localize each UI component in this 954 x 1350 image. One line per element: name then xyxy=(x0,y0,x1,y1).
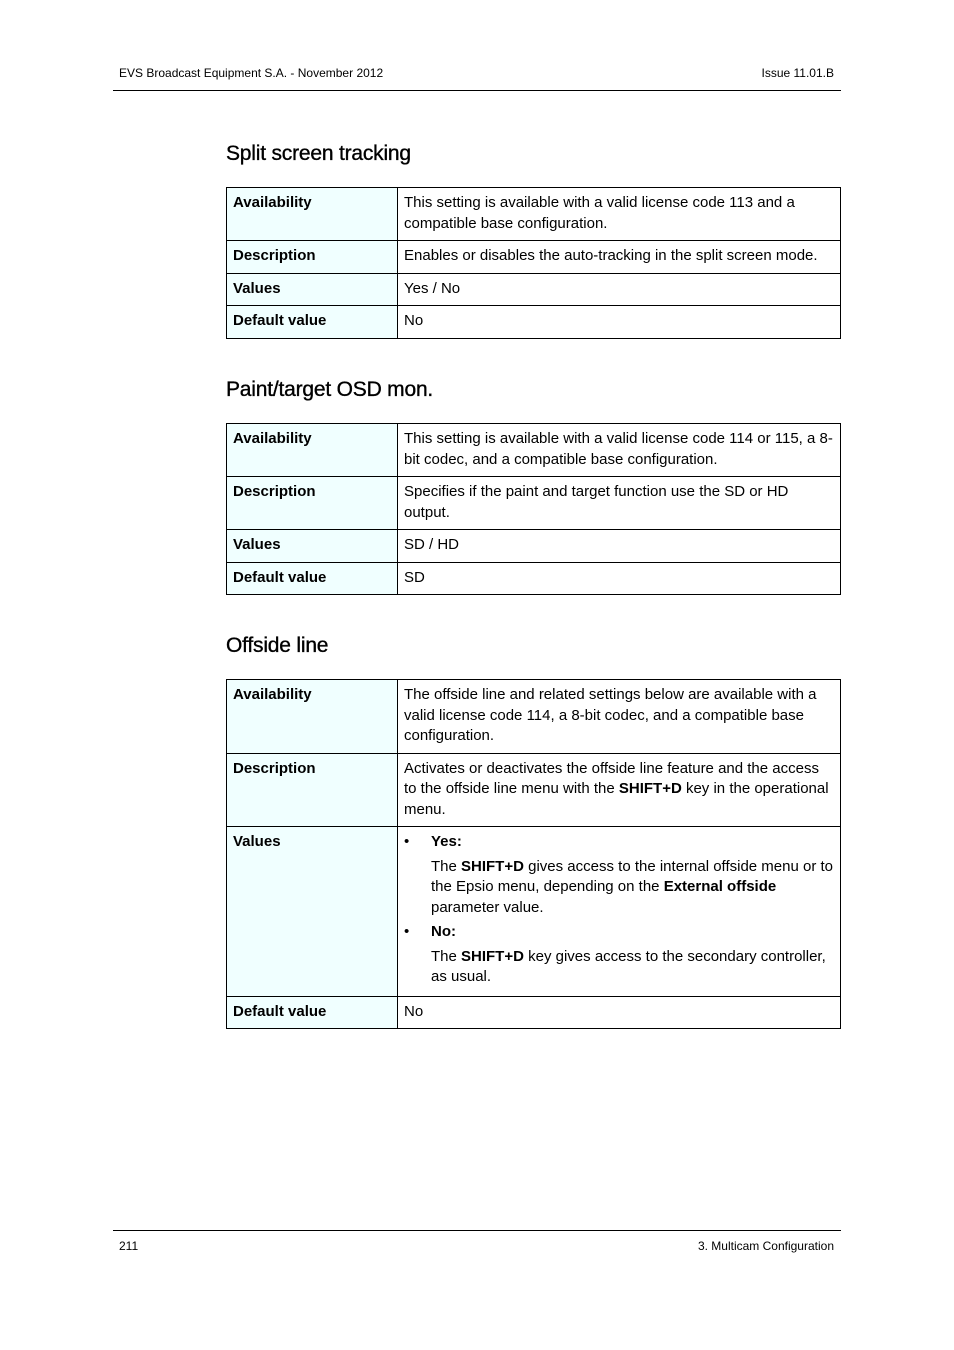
description-text: parameter value. xyxy=(431,898,544,916)
page-number: 211 xyxy=(119,1239,139,1253)
value-yes-label: Yes: xyxy=(431,833,462,850)
row-value: No xyxy=(398,306,841,339)
section-paint-target-osd xyxy=(226,378,841,595)
row-label: Description xyxy=(227,241,398,274)
header-publisher: EVS Broadcast Equipment S.A. - November 2012 xyxy=(119,66,384,80)
table-row xyxy=(227,241,841,274)
row-value: SD / HD xyxy=(398,530,841,563)
row-value: SD xyxy=(398,562,841,595)
table-row xyxy=(227,753,841,827)
settings-table xyxy=(226,187,841,339)
table-row xyxy=(227,680,841,754)
table-row xyxy=(227,306,841,339)
table-row xyxy=(227,424,841,477)
bullet-icon: • xyxy=(404,923,410,940)
description-text: gives access to the internal offside menu or to the Epsio menu, depending on the xyxy=(431,857,834,895)
settings-table xyxy=(226,423,841,595)
row-label: Default value xyxy=(227,306,398,339)
settings-table xyxy=(226,679,841,1029)
page-footer xyxy=(113,1230,841,1257)
parameter-name: External offside xyxy=(663,878,777,895)
table-row xyxy=(227,996,841,1029)
bullet-icon: • xyxy=(404,833,410,850)
row-value xyxy=(398,827,841,997)
section-title: Paint/target OSD mon. xyxy=(226,378,434,401)
row-value xyxy=(398,753,841,827)
values-list xyxy=(404,832,834,988)
value-no-label: No: xyxy=(431,923,456,940)
row-value: No xyxy=(398,996,841,1029)
row-label: Values xyxy=(227,827,398,997)
row-label: Description xyxy=(227,477,398,530)
table-row xyxy=(227,827,841,997)
row-value: Yes / No xyxy=(398,273,841,306)
description-text: key gives access to the secondary controller, as usual. xyxy=(431,947,826,985)
table-row xyxy=(227,273,841,306)
row-label: Availability xyxy=(227,424,398,477)
list-item xyxy=(404,832,834,918)
section-title: Offside line xyxy=(226,634,329,657)
chapter-title: 3. Multicam Configuration xyxy=(697,1239,834,1253)
description-text: key in the operational menu. xyxy=(404,780,829,818)
row-label: Default value xyxy=(227,996,398,1029)
description-text: Activates or deactivates the offside line feature and the access to the offside line menu with the xyxy=(404,759,819,797)
list-item xyxy=(404,922,834,988)
page-header xyxy=(113,64,841,91)
header-issue: Issue 11.01.B xyxy=(761,66,834,80)
row-label: Values xyxy=(227,273,398,306)
table-row xyxy=(227,562,841,595)
row-label: Values xyxy=(227,530,398,563)
row-value: This setting is available with a valid license code 114 or 115, a 8-bit codec, and a compatible base configuration. xyxy=(398,424,841,477)
row-label: Description xyxy=(227,753,398,827)
row-label: Availability xyxy=(227,188,398,241)
row-value: This setting is available with a valid license code 113 and a compatible base configuration. xyxy=(398,188,841,241)
key-shortcut: SHIFT+D xyxy=(461,857,524,875)
description-text: The xyxy=(431,857,462,875)
row-label: Availability xyxy=(227,680,398,754)
value-yes-description xyxy=(431,857,834,919)
value-no-description xyxy=(431,947,834,988)
section-split-screen-tracking xyxy=(226,142,841,339)
section-title: Split screen tracking xyxy=(226,142,411,165)
row-value: Specifies if the paint and target function use the SD or HD output. xyxy=(398,477,841,530)
key-shortcut: SHIFT+D xyxy=(461,947,524,965)
row-value: Enables or disables the auto-tracking in the split screen mode. xyxy=(398,241,841,274)
description-text: The xyxy=(431,947,462,965)
row-label: Default value xyxy=(227,562,398,595)
table-row xyxy=(227,530,841,563)
section-offside-line xyxy=(226,634,841,1029)
table-row xyxy=(227,477,841,530)
table-row xyxy=(227,188,841,241)
key-shortcut: SHIFT+D xyxy=(618,780,682,797)
row-value: The offside line and related settings below are available with a valid license code 114, a 8-bit codec, and a compatible base configuration. xyxy=(398,680,841,754)
